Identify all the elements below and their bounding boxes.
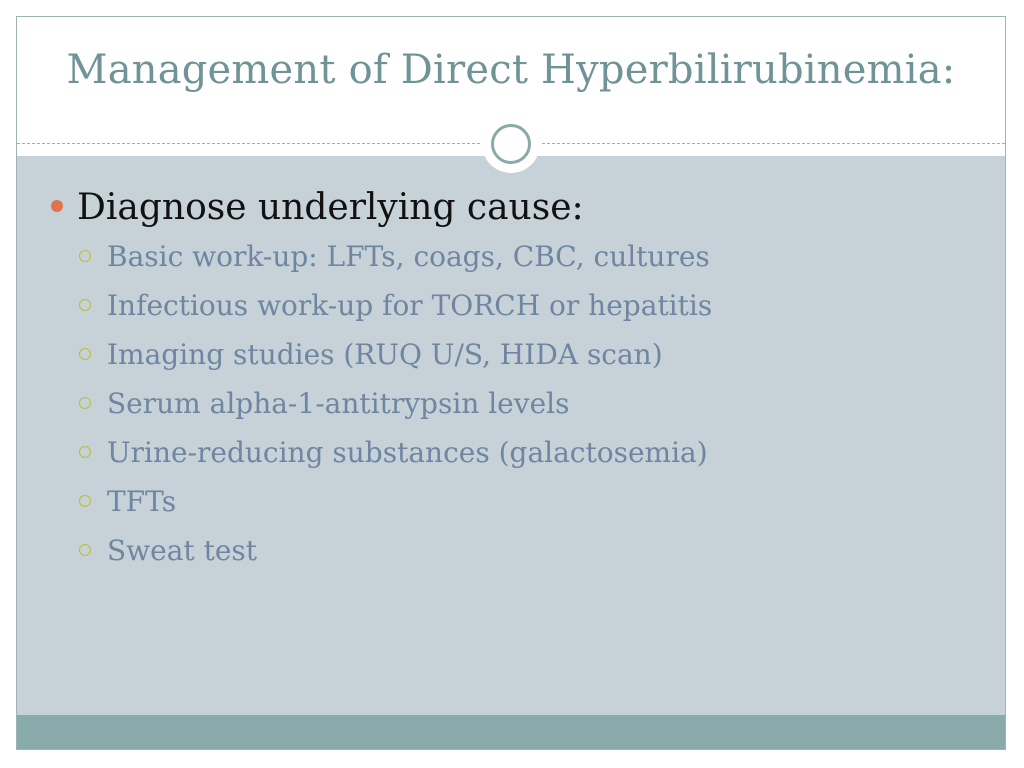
bullet-dot-icon [51,200,63,212]
main-bullet [47,185,987,231]
sub-bullet-item [47,531,987,580]
slide-content [47,185,987,580]
sub-bullet-text: Serum alpha-1-antitrypsin levels [107,387,570,420]
hollow-circle-bullet-icon [79,348,91,360]
sub-bullet-text: Sweat test [107,534,258,567]
footer-band [17,715,1005,750]
sub-bullet-text: Urine-reducing substances (galactosemia) [107,436,708,469]
sub-bullet-item [47,286,987,335]
sub-bullet-text: Infectious work-up for TORCH or hepatitis [107,289,713,322]
sub-bullet-text: Imaging studies (RUQ U/S, HIDA scan) [107,338,663,371]
main-bullet-text: Diagnose underlying cause: [77,187,584,228]
sub-bullet-item [47,433,987,482]
hollow-circle-bullet-icon [79,250,91,262]
sub-bullet-list [47,237,987,580]
ornament-ring [491,124,531,164]
slide [16,16,1006,750]
sub-bullet-text: TFTs [107,485,177,518]
sub-bullet-item [47,482,987,531]
sub-bullet-text: Basic work-up: LFTs, coags, CBC, cultures [107,240,710,273]
sub-bullet-item [47,335,987,384]
hollow-circle-bullet-icon [79,397,91,409]
hollow-circle-bullet-icon [79,544,91,556]
circle-ornament-icon [482,115,540,173]
hollow-circle-bullet-icon [79,446,91,458]
hollow-circle-bullet-icon [79,495,91,507]
sub-bullet-item [47,237,987,286]
slide-title: Management of Direct Hyperbilirubinemia: [66,47,956,93]
hollow-circle-bullet-icon [79,299,91,311]
sub-bullet-item [47,384,987,433]
